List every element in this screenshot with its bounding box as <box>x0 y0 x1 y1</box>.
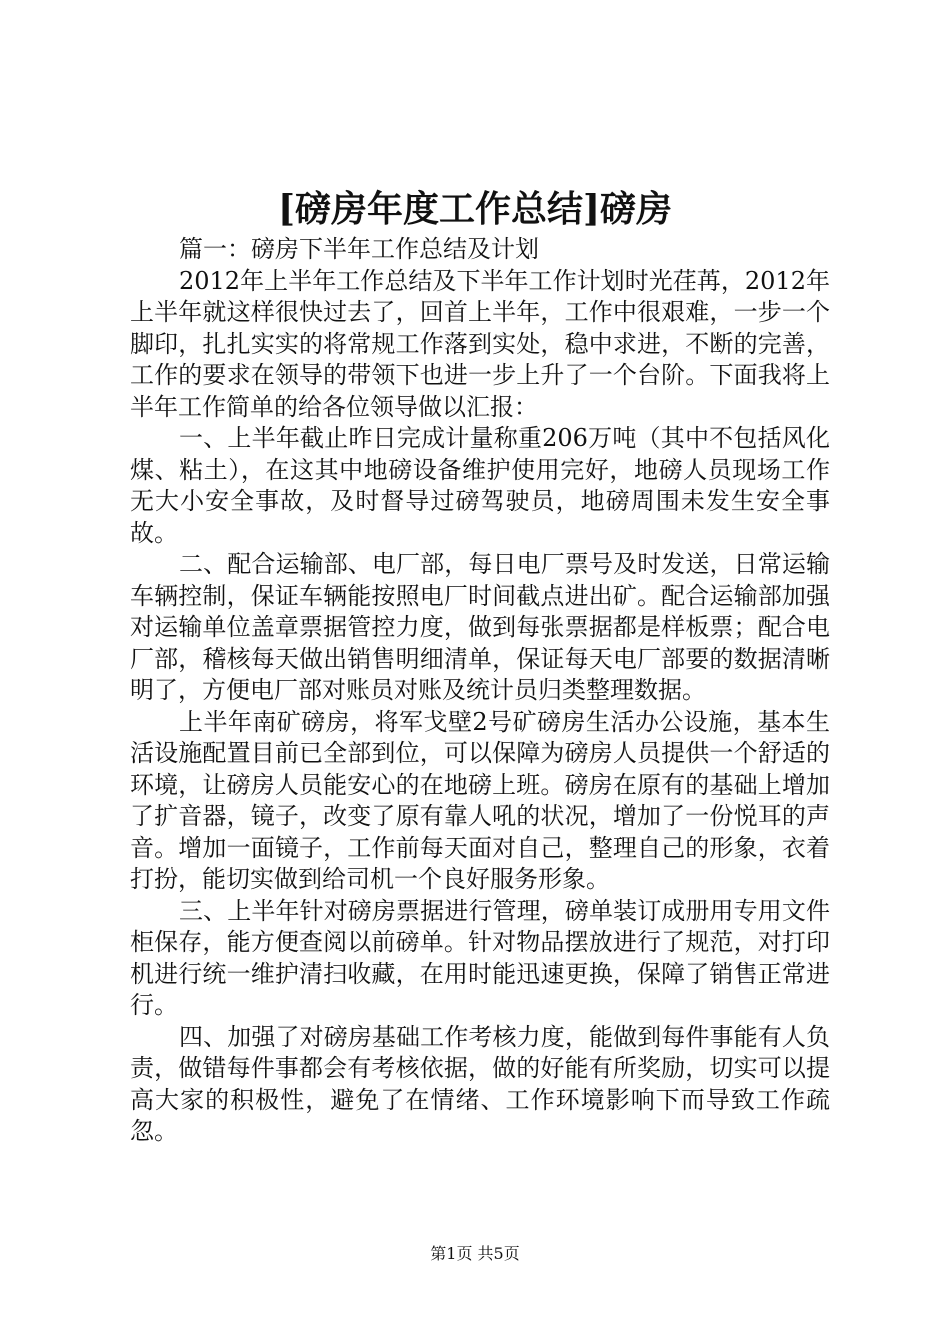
paragraph-item-3: 三、上半年针对磅房票据进行管理，磅单装订成册用专用文件柜保存，能方便查阅以前磅单。针对物品摆放进行了规范，对打印机进行统一维护清扫收藏，在用时能迅速更换，保障了销售正常进行。 <box>130 896 830 1019</box>
page-number-footer: 第1页 共5页 <box>430 1244 520 1263</box>
document-body <box>130 234 830 1148</box>
paragraph-item-1: 一、上半年截止昨日完成计量称重206万吨（其中不包括风化煤、粘土），在这其中地磅设备维护使用完好，地磅人员现场工作无大小安全事故，及时督导过磅驾驶员，地磅周围未发生安全事故。 <box>130 424 830 547</box>
paragraph-facilities: 上半年南矿磅房，将军戈壁2号矿磅房生活办公设施，基本生活设施配置目前已全部到位，可以保障为磅房人员提供一个舒适的环境，让磅房人员能安心的在地磅上班。磅房在原有的基础上增加了扩音器，镜子，改变了原有靠人吼的状况，增加了一份悦耳的声音。增加一面镜子，工作前每天面对自己，整理自己的形象，衣着打扮，能切实做到给司机一个良好服务形象。 <box>130 707 830 893</box>
paragraph-item-2: 二、配合运输部、电厂部，每日电厂票号及时发送，日常运输车辆控制，保证车辆能按照电厂时间截点进出矿。配合运输部加强对运输单位盖章票据管控力度，做到每张票据都是样板票；配合电厂部，稽核每天做出销售明细清单，保证每天电厂部要的数据清晰明了，方便电厂部对账员对账及统计员归类整理数据。 <box>130 550 830 704</box>
section-heading: 篇一：磅房下半年工作总结及计划 <box>179 235 539 263</box>
paragraph-intro: 2012年上半年工作总结及下半年工作计划时光荏苒，2012年上半年就这样很快过去了，回首上半年，工作中很艰难，一步一个脚印，扎扎实实的将常规工作落到实处，稳中求进，不断的完善，工作的要求在领导的带领下也进一步上升了一个台阶。下面我将上半年工作简单的给各位领导做以汇报： <box>130 266 830 421</box>
paragraph-item-4: 四、加强了对磅房基础工作考核力度，能做到每件事能有人负责，做错每件事都会有考核依据，做的好能有所奖励，切实可以提高大家的积极性，避免了在情绪、工作环境影响下而导致工作疏忽。 <box>130 1022 830 1145</box>
document-title: [磅房年度工作总结]磅房 <box>277 188 673 230</box>
